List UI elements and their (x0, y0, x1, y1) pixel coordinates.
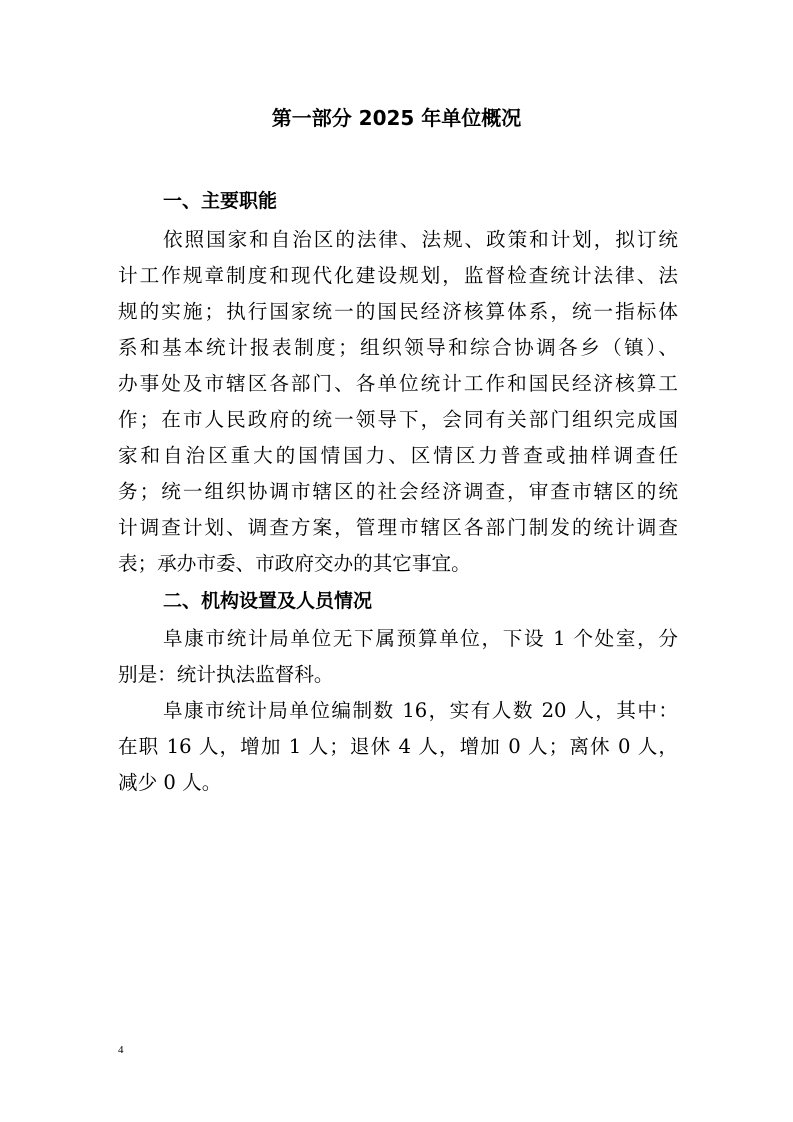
paragraph-line: 办事处及市辖区各部门、各单位统计工作和国民经济核算工 (118, 372, 678, 395)
paragraph-line: 作；在市人民政府的统一领导下，会同有关部门组织完成国 (118, 408, 678, 431)
page-number: 4 (118, 1044, 124, 1056)
paragraph-line: 规的实施；执行国家统一的国民经济核算体系，统一指标体 (118, 300, 678, 323)
paragraph-line: 别是：统计执法监督科。 (118, 663, 334, 686)
paragraph-line: 依照国家和自治区的法律、法规、政策和计划，拟订统 (163, 228, 678, 251)
paragraph-line: 阜康市统计局单位编制数 16，实有人数 20 人，其中： (163, 699, 678, 722)
page-title: 第一部分 2025 年单位概况 (271, 106, 522, 130)
paragraph-line: 计工作规章制度和现代化建设规划，监督检查统计法律、法 (118, 264, 678, 287)
paragraph-line: 计调查计划、调查方案，管理市辖区各部门制发的统计调查 (118, 516, 678, 539)
section-heading-main-functions: 一、主要职能 (163, 190, 278, 212)
paragraph-line: 减少 0 人。 (118, 771, 222, 794)
paragraph-line: 在职 16 人，增加 1 人；退休 4 人，增加 0 人；离休 0 人， (118, 735, 678, 758)
section-heading-organization-staff: 二、机构设置及人员情况 (163, 590, 373, 612)
paragraph-line: 系和基本统计报表制度；组织领导和综合协调各乡（镇）、 (118, 336, 678, 359)
paragraph-line: 务；统一组织协调市辖区的社会经济调查，审查市辖区的统 (118, 480, 678, 503)
paragraph-line: 阜康市统计局单位无下属预算单位，下设 1 个处室，分 (163, 627, 678, 650)
paragraph-line: 表；承办市委、市政府交办的其它事宜。 (118, 552, 471, 575)
paragraph-line: 家和自治区重大的国情国力、区情区力普查或抽样调查任 (118, 444, 678, 467)
